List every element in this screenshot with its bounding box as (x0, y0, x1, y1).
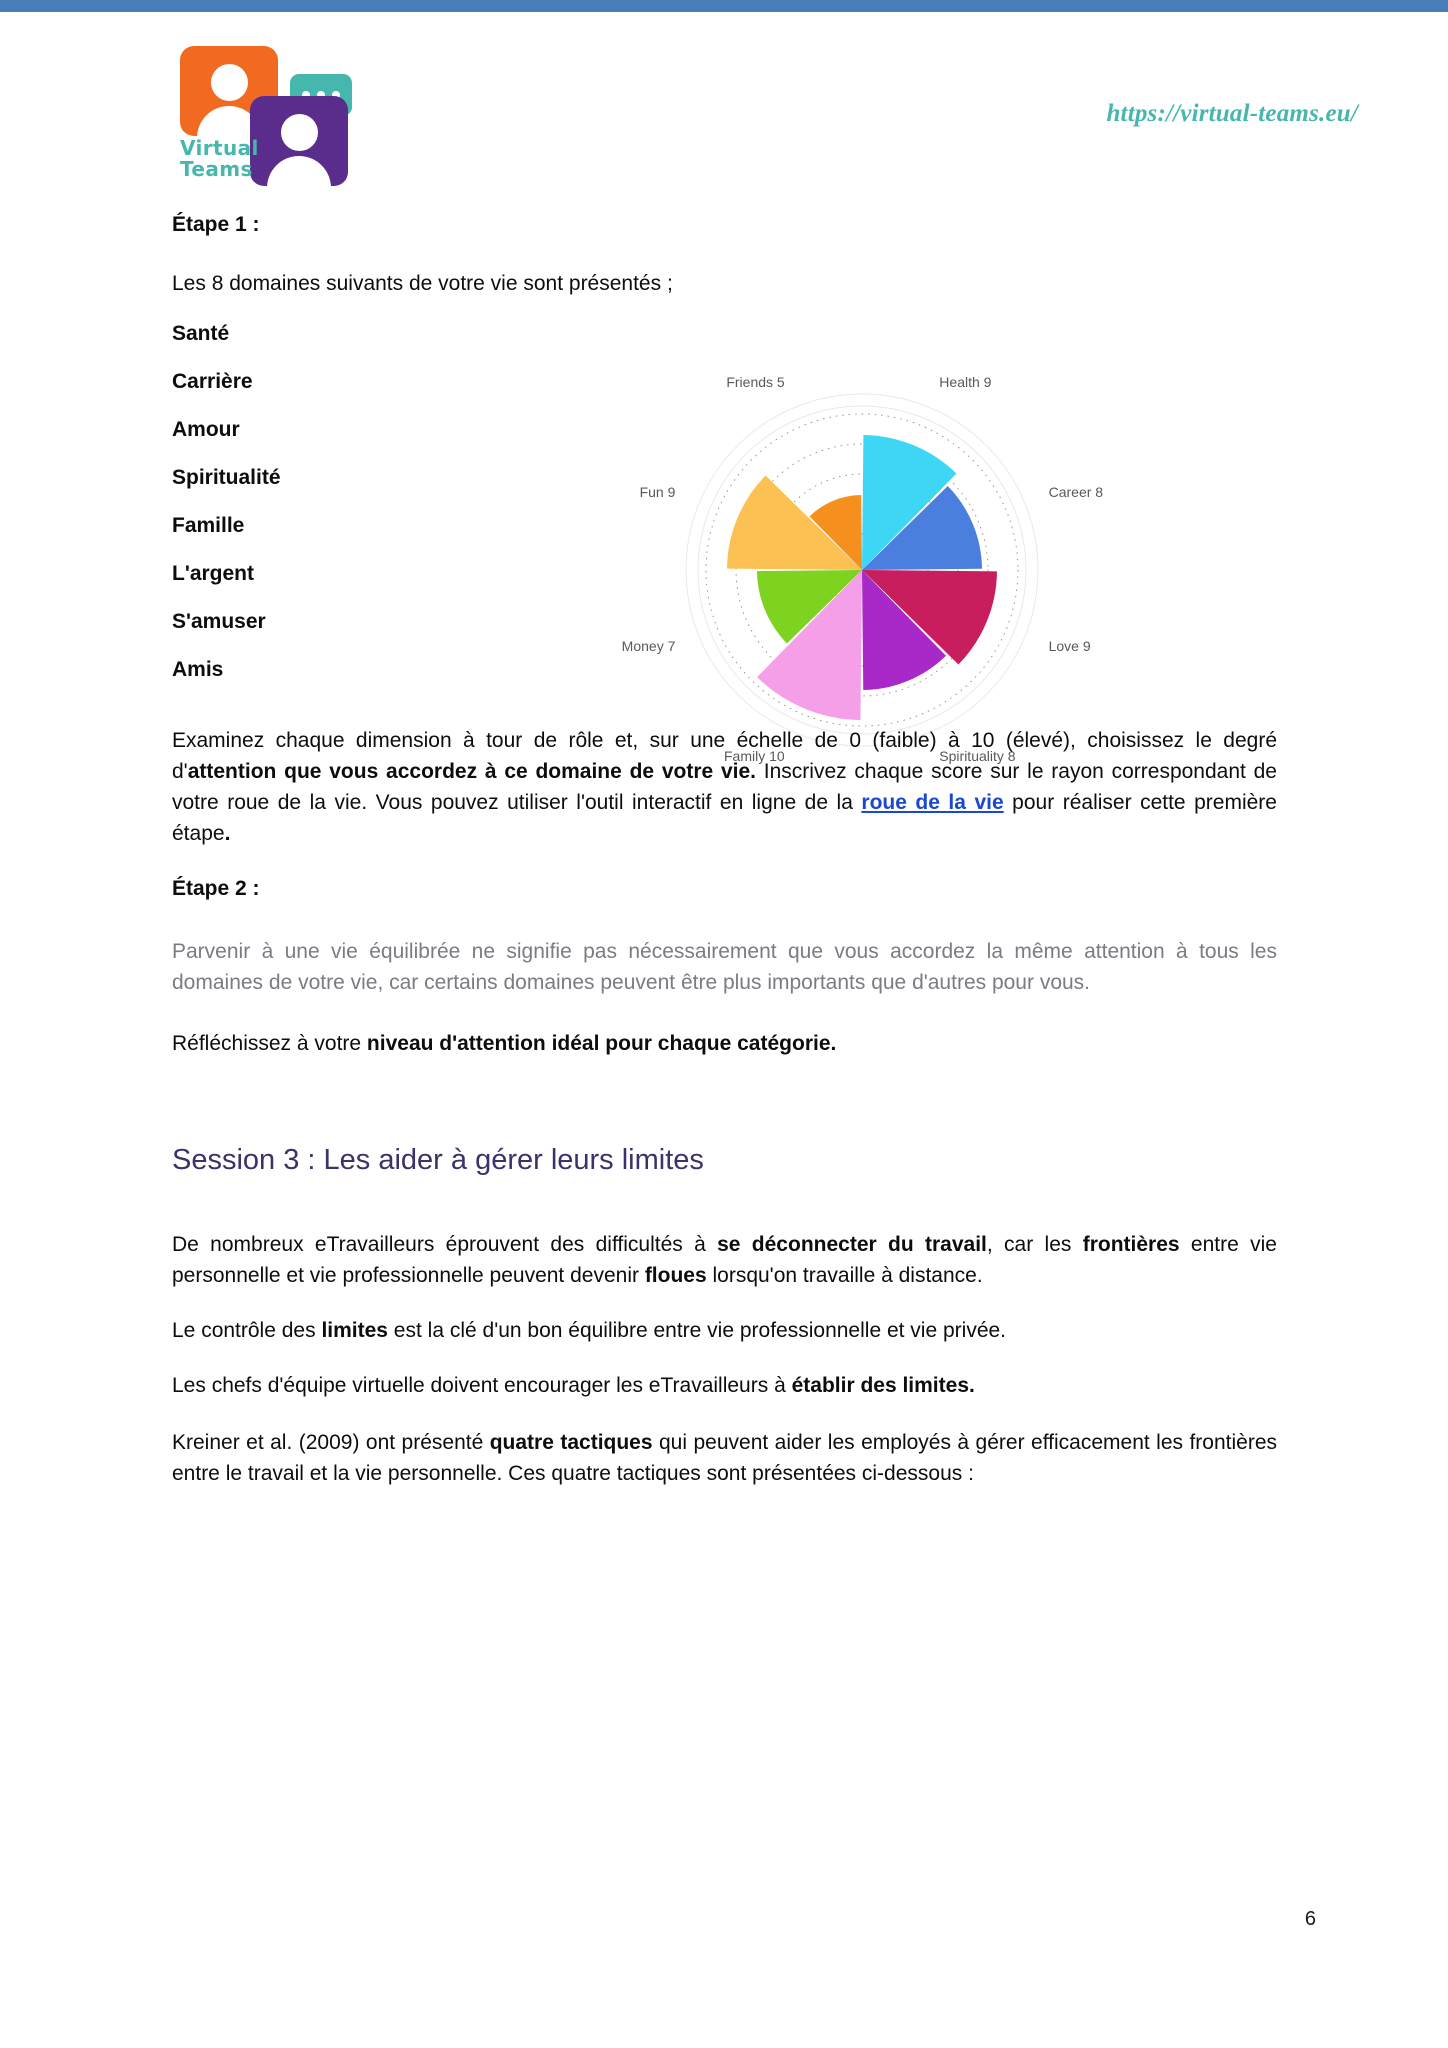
s3p3-text-1: Les chefs d'équipe virtuelle doivent encourager les eTravailleurs à (172, 1374, 792, 1397)
life-domain-item: Carrière (172, 370, 253, 393)
logo-wordmark (180, 138, 300, 180)
s3p2-bold-1: limites (321, 1319, 388, 1342)
person-head-icon (211, 64, 248, 101)
wheel-label-spirituality: Spirituality 8 (939, 747, 1016, 764)
session3-paragraph-2 (172, 1315, 1277, 1346)
step1-instruction-paragraph (172, 725, 1277, 849)
document-body (172, 212, 1277, 1489)
life-domain-item: Famille (172, 514, 245, 537)
s3p4-bold-1: quatre tactiques (489, 1431, 653, 1454)
step1-text-4: . (224, 822, 231, 845)
life-domain-item: L'argent (172, 562, 255, 585)
life-domain-item: Amis (172, 658, 224, 681)
life-domain-item: Spiritualité (172, 466, 281, 489)
session3-paragraph-3 (172, 1370, 1277, 1401)
wheel-label-money: Money 7 (621, 638, 676, 655)
step1-text-1: Examinez chaque dimension à tour de rôle et, sur une échelle de 0 (faible) à 10 (élevé), choisissez le degré d' (172, 729, 1277, 783)
wheel-label-career: Career 8 (1048, 483, 1104, 500)
top-accent-bar (0, 0, 1448, 12)
session3-paragraph-4 (172, 1427, 1277, 1489)
virtual-teams-logo (172, 40, 362, 180)
wheel-label-family: Family 10 (724, 747, 785, 764)
life-domain-item: S'amuser (172, 610, 266, 633)
page-header (0, 12, 1448, 182)
session3-heading: Session 3 : Les aider à gérer leurs limites (172, 1144, 704, 1176)
s3p2-text-2: est la clé d'un bon équilibre entre vie professionnelle et vie privée. (387, 1319, 1007, 1342)
step1-bold-1: attention que vous accordez à ce domaine de votre vie. (187, 760, 757, 783)
step1-intro: Les 8 domaines suivants de votre vie sont présentés ; (172, 272, 673, 295)
site-url[interactable]: https://virtual-teams.eu/ (1106, 100, 1358, 127)
life-domain-list (172, 321, 1277, 683)
document-page (0, 12, 1448, 2048)
life-domain-item: Santé (172, 322, 230, 345)
s3p4-text-2: qui peuvent aider les employés à gérer efficacement les frontières entre le travail et la vie personnelle. Ces quatre tactiques sont présentées ci-dessous : (172, 1431, 1277, 1485)
step2-heading: Étape 2 : (172, 877, 260, 900)
s3p1-text-4: lorsqu'on travaille à distance. (706, 1264, 983, 1287)
step1-heading: Étape 1 : (172, 213, 260, 236)
s3p1-text-3: entre vie personnelle et vie professionnelle peuvent devenir (172, 1233, 1277, 1287)
reflect-bold: niveau d'attention idéal pour chaque catégorie. (366, 1032, 837, 1055)
s3p1-bold-3: floues (644, 1264, 707, 1287)
step1-text-3: pour réaliser cette première étape (172, 791, 1277, 845)
logo-word-virtual: Virtual (180, 136, 259, 160)
session3-paragraph-1 (172, 1229, 1277, 1291)
logo-word-teams: Teams (180, 157, 253, 181)
step1-text-2: Inscrivez chaque score sur le rayon correspondant de votre roue de la vie. Vous pouvez utiliser l'outil interactif en ligne de la (172, 760, 1277, 814)
wheel-label-love: Love 9 (1048, 638, 1091, 655)
s3p1-bold-2: frontières (1082, 1233, 1180, 1256)
s3p1-text-1: De nombreux eTravailleurs éprouvent des difficultés à (172, 1233, 718, 1256)
s3p1-bold-1: se déconnecter du travail (717, 1233, 987, 1256)
wheel-label-health: Health 9 (939, 374, 992, 391)
s3p4-text-1: Kreiner et al. (2009) ont présenté (172, 1431, 490, 1454)
wheel-of-life-link[interactable]: roue de la vie (861, 791, 1004, 814)
s3p2-text-1: Le contrôle des (172, 1319, 322, 1342)
wheel-label-friends: Friends 5 (726, 374, 785, 391)
s3p3-bold-1: établir des limites. (791, 1374, 975, 1397)
reflect-text: Réfléchissez à votre (172, 1032, 367, 1055)
reflect-paragraph (172, 1028, 1277, 1059)
life-domain-item: Amour (172, 418, 240, 441)
wheel-label-fun: Fun 9 (639, 483, 676, 500)
s3p1-text-2: , car les (986, 1233, 1083, 1256)
step2-paragraph: Parvenir à une vie équilibrée ne signifie pas nécessairement que vous accordez la même attention à tous les domaines de votre vie, car certains domaines peuvent être plus importants que d'autres pour vous. (172, 940, 1277, 994)
page-number: 6 (1304, 1908, 1316, 1930)
